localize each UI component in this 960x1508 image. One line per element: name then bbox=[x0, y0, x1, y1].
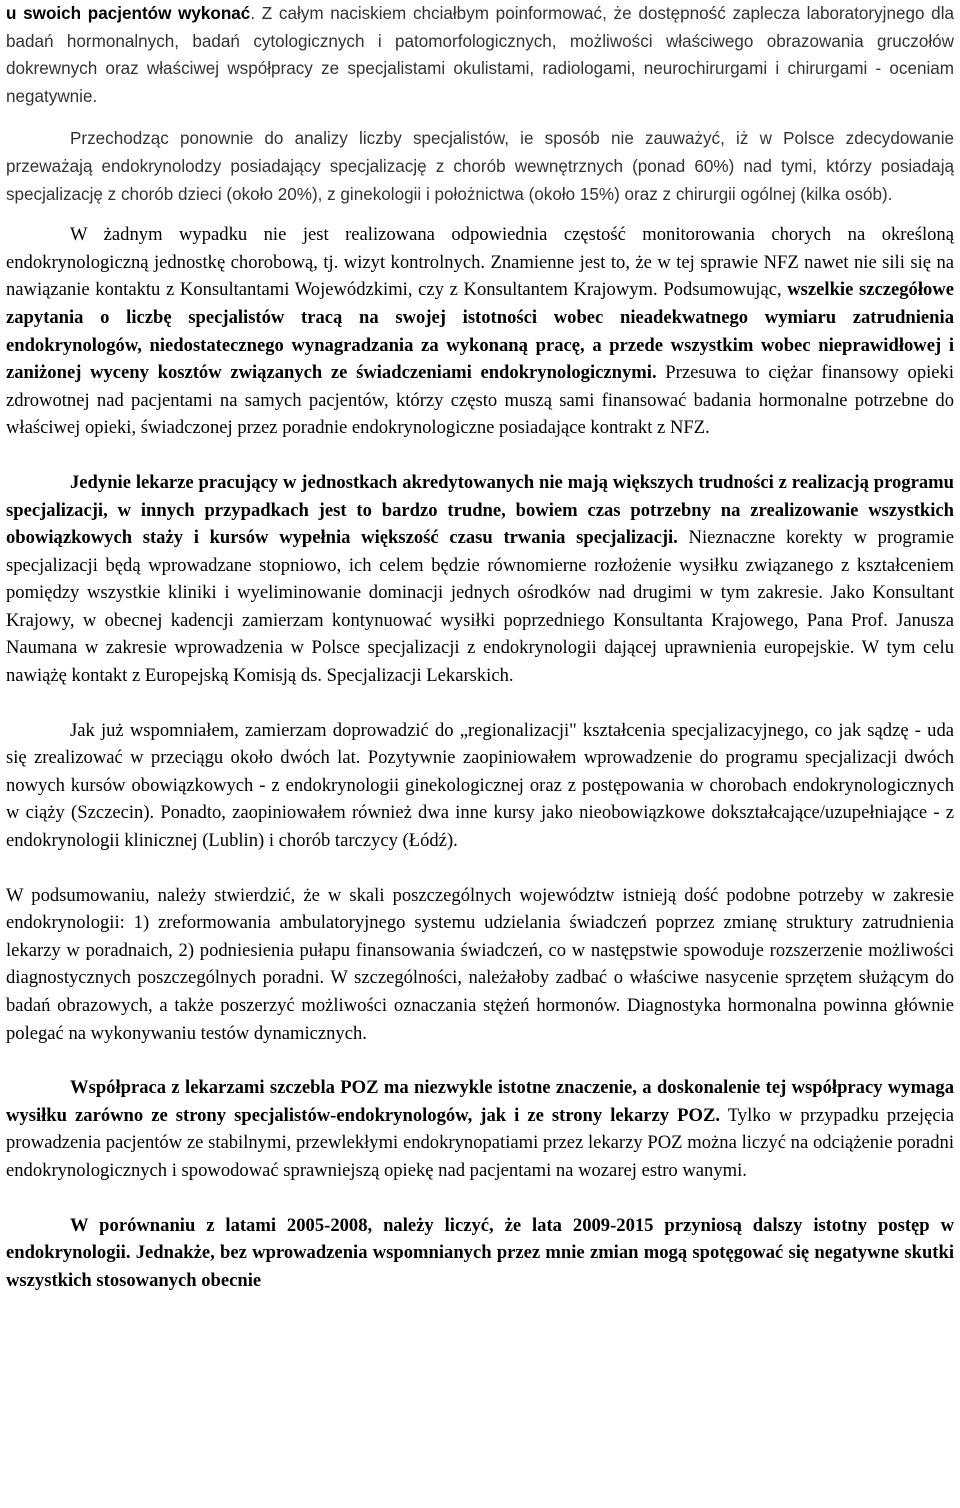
paragraph-summary bbox=[6, 882, 954, 1048]
paragraph-comparison bbox=[6, 1212, 954, 1295]
paragraph-text: Nieznaczne korekty w programie specjalizacji będą wprowadzane stopniowo, ich celem będzie równomierne rozłożenie wysiłku związanego z kształceniem pomiędzy wszystkie kliniki i wyeliminowanie dominacji jednych ośrodków nad drugimi w tym zakresie. Jako Konsultant Krajowy, w obecnej kadencji zamierzam kontynuować wysiłki poprzedniego Konsultanta Krajowego, Pana Prof. Janusza Naumana w zakresie wprowadzenia w Polsce specjalizacji z endokrynologii dającej uprawnienia europejskie. W tym celu nawiążę kontakt z Europejską Komisją ds. Specjalizacji Lekarskich. bbox=[6, 527, 955, 687]
paragraph-specialist-analysis bbox=[6, 125, 954, 208]
bold-text: wszelkie szczegółowe zapytania o liczbę specjalistów tracą na swojej istotności wobec nieadekwatnego wymiaru zatrudnienia endokrynologów, niedostatecznego wynagradzania za wykonaną pracę, a przede wszystkim wobec nieprawidłowej i zaniżonej wyceny kosztów związanych ze świadczeniami endokrynologicznymi. bbox=[6, 279, 954, 384]
paragraph-text: Tylko w przypadku przejęcia prowadzenia pacjentów ze stabilnymi, przewlekłymi endokrynopatiami przez lekarzy POZ można liczyć na odciążenie poradni endokrynologicznych i spowodować sprawniejszą opiekę nad pacjentami na wozarej estro wanymi. bbox=[6, 1104, 954, 1181]
paragraph-monitoring bbox=[6, 221, 954, 442]
bold-text: Jedynie lekarze pracujący w jednostkach akredytowanych nie mają większych trudności z realizacją programu specjalizacji, w innych przypadkach jest to bardzo trudne, bowiem czas potrzebny na zrealizowanie wszystkich obowiązkowych staży i kursów wypełnia większość czasu trwania specjalizacji. bbox=[6, 471, 954, 549]
bold-lead-text: u swoich pacjentów wykonać bbox=[6, 4, 251, 23]
paragraph-specialization-program bbox=[6, 469, 954, 690]
paragraph-text: W podsumowaniu, należy stwierdzić, że w skali poszczególnych województw istnieją dość podobne potrzeby w zakresie endokrynologii: 1) zreformowania ambulatoryjnego systemu udzielania świadczeń poprzez zmianę struktury zatrudnienia lekarzy w poradnaich, 2) podniesienia pułapu finansowania świadczeń, co w następstwie spowoduje rozszerzenie możliwości diagnostycznych poszczególnych poradni. W szczególności, należałoby zadbać o właściwe nasycenie sprzętem służącym do badań obrazowych, a także poszerzyć możliwości oznaczania stężeń hormonów. Diagnostyka hormonalna powinna głównie polegać na wykonywaniu testów dynamicznych. bbox=[6, 884, 954, 1044]
paragraph-laboratory-access bbox=[6, 0, 954, 110]
paragraph-text: Przesuwa to ciężar finansowy opieki zdrowotnej nad pacjentami na samych pacjentów, którzy często muszą sami finansować badania hormonalne potrzebne do właściwej opieki, świadczonej przez poradnie endokrynologiczne posiadające kontrakt z NFZ. bbox=[6, 362, 955, 439]
paragraph-regionalization bbox=[6, 717, 954, 855]
paragraph-poz-cooperation bbox=[6, 1074, 954, 1184]
paragraph-text: W żadnym wypadku nie jest realizowana odpowiednia częstość monitorowania chorych na określoną endokrynologiczną jednostkę chorobową, tj. wizyt kontrolnych. Znamienne jest to, że w tej sprawie NFZ nawet nie sili się na nawiązanie kontaktu z Konsultantami Wojewódzkimi, czy z Konsultantem Krajowym. Podsumowując, bbox=[6, 224, 954, 301]
paragraph-text: Jak już wspomniałem, zamierzam doprowadzić do „regionalizacji" kształcenia specjalizacyjnego, co jak sądzę - uda się zrealizować w przeciągu około dwóch lat. Pozytywnie zaopiniowałem wprowadzenie do programu specjalizacji dwóch nowych kursów obowiązkowych - z endokrynologii ginekologicznej oraz z postępowania w chorobach endokrynologicznych w ciąży (Szczecin). Ponadto, zaopiniowałem również dwa inne kursy jako nieobowiązkowe dokształcające/uzupełniające - z endokrynologii klinicznej (Lublin) i chorób tarczycy (Łódź). bbox=[6, 719, 954, 852]
paragraph-text: . Z całym naciskiem chciałbym poinformować, że dostępność zaplecza laboratoryjnego dla badań hormonalnych, badań cytologicznych i patomorfologicznych, możliwości właściwego obrazowania gruczołów dokrewnych oraz właściwej współpracy ze specjalistami okulistami, radiologami, neurochirurgami i chirurgami - oceniam negatywnie. bbox=[6, 4, 954, 106]
paragraph-text: Przechodząc ponownie do analizy liczby specjalistów, ie sposób nie zauważyć, iż w Polsce zdecydowanie przeważają endokrynolodzy posiadający specjalizację z chorób wewnętrznych (ponad 60%) nad tymi, którzy posiadają specjalizację z chorób dzieci (około 20%), z ginekologii i położnictwa (około 15%) oraz z chirurgii ogólnej (kilka osób). bbox=[6, 129, 954, 204]
bold-text: Współpraca z lekarzami szczebla POZ ma niezwykle istotne znaczenie, a doskonalenie tej współpracy wymaga wysiłku zarówno ze strony specjalistów-endokrynologów, jak i ze strony lekarzy POZ. bbox=[6, 1077, 954, 1126]
bold-text: W porównaniu z latami 2005-2008, należy liczyć, że lata 2009-2015 przyniosą dalszy istotny postęp w endokrynologii. Jednakże, bez wprowadzenia wspomnianych przez mnie zmian mogą spotęgować się negatywne skutki wszystkich stosowanych obecnie bbox=[6, 1214, 954, 1291]
